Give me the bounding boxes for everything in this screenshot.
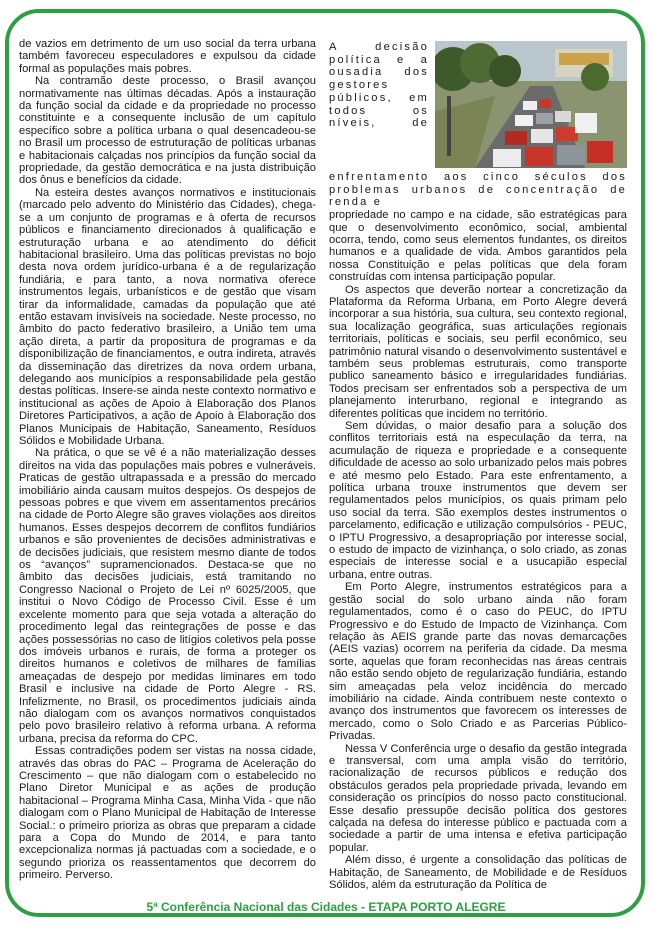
left-column (19, 38, 316, 882)
paragraph: Em Porto Alegre, instrumentos estratégicos para a gestão social do solo urbano ainda não foram regulamentados, como é o caso do PEUC, do IPTU Progressivo e do Estudo de Impacto de Vizinhança. Com relação às AEIS grande parte das novas demarcações (AEIS vazias) ocorrem na periferia da cidade. Da mesma sorte, aquelas que foram reconhecidas nas áreas centrais não estão sendo objeto de regularização fundiária, estando sim ameaçadas pela veloz incidência do mercado imobiliário na cidade. Ainda contribuem neste contexto o avanço dos instrumentos que favorecem os interesses de mercado, como o Solo Criado e as Parcerias Público-Privadas. (329, 581, 627, 743)
right-column (329, 41, 627, 891)
paragraph: propriedade no campo e na cidade, são estratégicas para que o desenvolvimento econômico, social, ambiental ocorra, tendo, como seus elementos fundantes, os direitos humanos e a qualidade de vida. Ambos garantidos pela nossa Constituição e pelas políticas que dela foram construídas com intensa participação popular. (329, 209, 627, 284)
traffic-jam-photo (435, 41, 627, 168)
footer-title: 5ª Conferência Nacional das Cidades - ETAPA PORTO ALEGRE (146, 900, 506, 914)
paragraph: Os aspectos que deverão nortear a concretização da Plataforma da Reforma Urbana, em Porto Alegre deverá incorporar a sua história, sua cultura, seu contexto regional, sua localização geográfica, suas articulações regionais territoriais, políticas e sociais, seu perfil econômico, seu patrimônio natural visando o desenvolvimento sustentável e também seus problemas estruturais, como transporte publico saneamento básico e irregularidades fundiárias. Todos precisam ser enfrentados sob a perspectiva de um planejamento interurbano, regional e integrando as diferentes políticas que incidem no território. (329, 283, 627, 420)
paragraph: Na prática, o que se vê é a não materialização desses direitos na vida das populações mais pobres e vulneráveis. Praticas de gestão ultrapassada e a pressão do mercado imobiliário ainda causam muitos despejos. Os despejos de pessoas pobres e que vivem em assentamentos precários na cidade de Porto Alegre são graves violações aos direitos humanos. Esses despejos decorrem de conflitos fundiários urbanos e são provenientes de decisões administrativas e de decisões judiciais, que resistem mesmo diante de todos os “avanços” supramencionados. Destaca-se que no âmbito das decisões judiciais, está tramitando no Congresso Nacional o Projeto de Lei nº 6025/2005, que institui o Novo Código de Processo Civil. Esse é um excelente momento para que seja votada a alteração do procedimento legal das reintegrações de posse e das ações possessórias no caso de litígios coletivos pela posse dos imóveis urbanos e rurais, de forma a proteger os direitos humanos e coletivos de milhares de famílias ameaçadas de despejo por medidas liminares em todo Brasil e inclusive na cidade de Porto Alegre - RS. Infelizmente, no Brasil, os procedimentos judiciais ainda não dialogam com os avanços normativos conquistados pelo povo brasileiro relativo à reforma urbana. A reforma urbana, precisa da reforma do CPC. (19, 447, 316, 745)
traffic-photo-image (435, 41, 627, 168)
paragraph: Além disso, é urgente a consolidação das políticas de Habitação, de Saneamento, de Mobilidade e de Resíduos Sólidos, além da estruturação da Política de (329, 854, 627, 892)
paragraph: Sem dúvidas, o maior desafio para a solução dos conflitos territoriais está na especulação da terra, na acumulação de riqueza e propriedade e a consequente dificuldade de acesso ao solo urbanizado pelos mais pobres e até mesmo pelo Estado. Para este enfrentamento, a política urbana trouxe instrumentos que devem ser regulamentados pelos municípios, os quais primam pelo uso social da terra. São exemplos destes instrumentos o parcelamento, edificação e utilização compulsórios - PEUC, o IPTU Progressivo, a desapropriação por interesse social, o estudo de impacto de vizinhança, o solo criado, as zonas especiais de interesse social e a usucapião especial urbana, entre outras. (329, 420, 627, 581)
paragraph: Na contramão deste processo, o Brasil avançou normativamente nas últimas décadas. Após a instauração da função social da cidade e da propriedade no processo constituinte e a consequente inclusão de um capítulo específico sobre a política urbana o qual desencadeou-se no Brasil um processo de estruturação de políticas urbanas e habitacionais calçadas nos princípios da função social da propriedade, da gestão democrática e na justa distribuição dos ônus e benefícios da cidade. (19, 75, 316, 187)
paragraph: Na esteira destes avanços normativos e institucionais (marcado pelo advento do Ministério das Cidades), chega-se a um conjunto de programas e à oferta de recursos públicos e financiamento direcionados à qualificação e estruturação urbana e ao atendimento do déficit habitacional brasileiro. Uma das políticas previstas no bojo desta nova ordem jurídico-urbana é a de regularização fundiária, e para tanto, a nova normativa oferece instrumentos legais, urbanísticos e de gestão que visam tirar da informalidade, camadas da população que até então estavam invisíveis na sociedade. Neste processo, no âmbito do pacto federativo brasileiro, a União tem uma ação direta, a partir da propositura de programas e da disponibilização de financiamentos, e outra indireta, através da disseminação das diretrizes da nova ordem urbana, delegando aos municípios a responsabilidade pela gestão destas políticas. Insere-se ainda neste contexto normativo e institucional as ações de Apoio à Elaboração dos Planos Diretores Participativos, a ação de Apoio à Elaboração dos Planos Municipais de Habitação, Saneamento, Resíduos Sólidos e Mobilidade Urbana. (19, 186, 316, 447)
paragraph: Nessa V Conferência urge o desafio da gestão integrada e transversal, com uma ampla visão do território, racionalização de recursos públicos e redução dos obstáculos gerados pela propriedade privada, levando em consideração os princípios do nosso pacto constitucional. Esse desafio pressupõe decisão política dos gestores calçada na defesa do interesse público e pactuada com a sociedade a partir de uma intensa e efetiva participação popular. (329, 742, 627, 854)
lead-text: A decisão política e a ousadia dos gestores públicos, em todos os níveis, de enfrentamento aos cinco séculos dos problemas urbanos de concentração de renda e (329, 41, 627, 209)
paragraph: de vazios em detrimento de um uso social da terra urbana também favoreceu especuladores e expulsou da cidade formal as populações mais pobres. (19, 38, 316, 75)
paragraph: Essas contradições podem ser vistas na nossa cidade, através das obras do PAC – Programa de Aceleração do Crescimento – que não dialogam com o estabelecido no Plano Diretor Municipal e as ações de produção habitacional – Programa Minha Casa, Minha Vida - que não dialogam com o Plano Municipal de Habitação de Interesse Social.: o primeiro prioriza as obras que preparam a cidade para a Copa do Mundo de 2014, e para tanto excepcionaliza normas já pactuadas com a sociedade, e o segundo prioriza os reassentamentos que decorrem do primeiro. Perverso. (19, 745, 316, 882)
